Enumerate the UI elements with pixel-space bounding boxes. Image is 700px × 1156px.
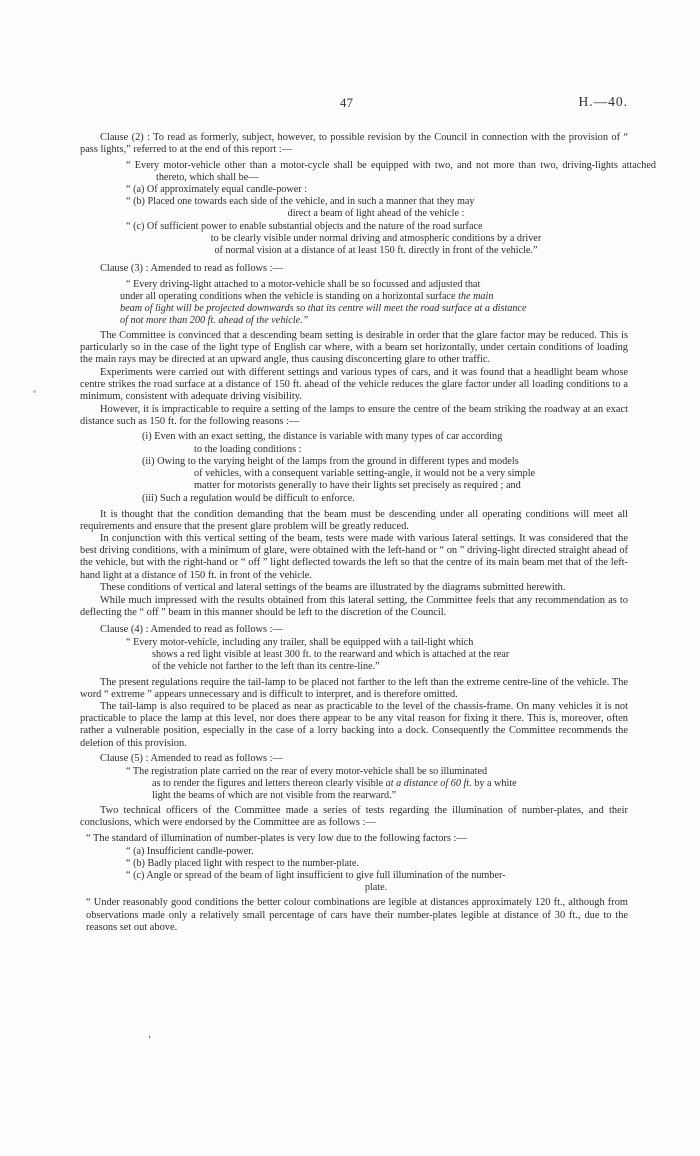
standard-item-c-cont: plate.: [364, 881, 388, 893]
clause-5-quote-line-2-tail: by a white: [471, 778, 517, 790]
paragraph-much-impressed: While much impressed with the results obtained from this lateral setting, the Committee feels that any recommendation as to deflecting the “ off ” beam in this manner should be left to the discretion of the Council.: [80, 594, 628, 618]
clause-2-item-c: “ (c) Of sufficient power to enable substantial objects and the nature of the road surface: [126, 220, 483, 232]
clause-5-quote-line-2-em: at a distance of 60 ft.: [385, 778, 472, 790]
reason-item-ii-cont-2: matter for motorists generally to have their lights set precisely as required ; and: [194, 480, 521, 492]
clause-5-quote-line-2-plain: as to render the figures and letters thereon clearly visible: [152, 778, 386, 790]
clause-5-quote-line-3: light the beams of which are not visible from the rearward.”: [152, 790, 397, 802]
clause-3-quote-line-2: [120, 291, 620, 303]
clause-5-intro: Clause (5) : Amended to read as follows :—: [100, 753, 283, 765]
page-number: 47: [340, 96, 354, 110]
clause-4-intro: Clause (4) : Amended to read as follows :—: [100, 624, 283, 636]
clause-4-quote-line-3: of the vehicle not farther to the left than its centre-line.”: [152, 661, 380, 673]
clause-2-item-b: “ (b) Placed one towards each side of the vehicle, and in such a manner that they may: [126, 195, 475, 207]
standard-item-b: “ (b) Badly placed light with respect to the number-plate.: [126, 857, 359, 869]
paragraph-under-reasonably: “ Under reasonably good conditions the better colour combinations are legible at distances approximately 120 ft., although from observations made only a relatively small percentage of cars have their number-plates legible at distance of 30 ft., due to the reasons set out above.: [86, 897, 628, 933]
page-content: [80, 94, 656, 934]
clause-2-item-a: “ (a) Of approximately equal candle-power :: [126, 183, 308, 195]
clause-5-quote-line-2: [152, 778, 652, 790]
margin-speck: [33, 390, 36, 393]
clause-2-quote-opening: “ Every motor-vehicle other than a motor-cycle shall be equipped with two, and not more than two, driving-lights attached thereto, which shall be—: [126, 159, 656, 183]
clause-3-intro: Clause (3) : Amended to read as follows :—: [100, 262, 283, 274]
paragraph-tail-lamp: The tail-lamp is also required to be placed as near as practicable to the level of the chassis-frame. On many vehicles it is not practicable to place the lamp at this level, nor does there appear to be any vital reason for fixing it there. This is, moreover, often rather a vulnerable position, especially in the case of a lorry backing into a dock. Consequently the Committee recommends the deletion of this provision.: [80, 701, 628, 749]
reason-item-i-cont: to the loading conditions :: [194, 443, 302, 455]
reason-item-iii: (iii) Such a regulation would be difficult to enforce.: [142, 492, 355, 504]
reason-item-ii-text: (ii) Owing to the varying height of the lamps from the ground in different types and models: [142, 456, 519, 468]
paragraph-two-officers: Two technical officers of the Committee made a series of tests regarding the illumination of number-plates, and their conclusions, which were endorsed by the Committee are as follows :—: [80, 805, 628, 829]
clause-3-quote-line-3-em: beam of light will be projected downwards so that its centre will meet the road surface at a distance: [120, 303, 527, 315]
clause-4-quote-line-2: shows a red light visible at least 300 ft. to the rearward and which is attached at the rear: [152, 649, 510, 661]
reason-item-ii: [142, 456, 644, 492]
page-header: [80, 96, 628, 118]
clause-2-intro: Clause (2) : To read as formerly, subject, however, to possible revision by the Council in connection with the provision of “ pass lights,” referred to at the end of this report :—: [80, 132, 628, 156]
reason-item-ii-cont-1: of vehicles, with a consequent variable setting-angle, it would not be a very simple: [194, 468, 536, 480]
paragraph-in-conjunction: In conjunction with this vertical setting of the beam, tests were made with various lateral settings. It was considered that the best driving conditions, with a minimum of glare, were obtained with the left-hand or “ on ” driving-light directed straight ahead of the vehicle, but with the right-hand or “ off ” light deflected towards the left so that the centre of its main beam met that of the left-hand light at a distance of 150 ft. in front of the vehicle.: [80, 533, 628, 581]
paragraph-committee-convinced: The Committee is convinced that a descending beam setting is desirable in order that the glare factor may be reduced. This is particularly so in the case of the light type of English car where, with a beam set horizontally, under certain conditions of loading the main rays may be directed at an upward angle, thus causing disconcerting glare to other traffic.: [80, 330, 628, 366]
clause-4-quote-line-1: “ Every motor-vehicle, including any trailer, shall be equipped with a tail-light which: [126, 637, 474, 649]
clause-3-quote-line-1: “ Every driving-light attached to a motor-vehicle shall be so focussed and adjusted that: [126, 278, 481, 290]
clause-2-item-c-cont-2: of normal vision at a distance of at least 150 ft. directly in front of the vehicle.”: [214, 245, 538, 257]
clause-3-quote-line-3: [120, 303, 620, 315]
clause-3-quote-line-2-em: the main: [458, 290, 494, 302]
paragraph-it-is-thought: It is thought that the condition demanding that the beam must be descending under all operating conditions will meet all requirements and ensure that the present glare problem will be greatly reduced.: [80, 508, 628, 532]
document-reference: H.—40.: [578, 94, 628, 109]
paragraph-however-impracticable: However, it is impracticable to require a setting of the lamps to ensure the centre of the beam striking the roadway at an exact distance such as 150 ft. for the following reasons :—: [80, 403, 628, 427]
paragraph-diagrams: These conditions of vertical and lateral settings of the beams are illustrated by the diagrams submitted herewith.: [100, 582, 566, 594]
clause-2-item-b-cont: direct a beam of light ahead of the vehicle :: [287, 208, 465, 220]
paragraph-present-regulations: The present regulations require the tail-lamp to be placed not farther to the left than the extreme centre-line of the vehicle. The word “ extreme ” appears unnecessary and is difficult to interpret, and is therefore omitted.: [80, 676, 628, 700]
reason-item-i: [142, 431, 644, 455]
clause-5-quote-line-1: “ The registration plate carried on the rear of every motor-vehicle shall be so illuminated: [126, 766, 488, 778]
clause-3-quote-line-4: [120, 315, 620, 327]
clause-3-quote-line-4-em: of not more than 200 ft. ahead of the vehicle.”: [120, 315, 309, 327]
clause-2-item-c-cont-1: to be clearly visible under normal driving and atmospheric conditions by a driver: [210, 232, 542, 244]
standard-item-c: “ (c) Angle or spread of the beam of light insufficient to give full illumination of the number-: [126, 869, 506, 881]
paragraph-experiments: Experiments were carried out with different settings and various types of cars, and it was found that a headlight beam whose centre strikes the road surface at a distance of 150 ft. ahead of the vehicle reduces the glare factor under all loading conditions to a minimum, consistent with adequate driving visibility.: [80, 367, 628, 403]
clause-3-quote-line-2-plain: under all operating conditions when the vehicle is standing on a horizontal surface: [120, 290, 459, 302]
page-footer-mark: ’: [148, 1035, 152, 1046]
standard-intro: “ The standard of illumination of number-plates is very low due to the following factors :—: [86, 833, 467, 844]
reason-item-i-text: (i) Even with an exact setting, the distance is variable with many types of car according: [142, 431, 503, 443]
standard-item-a: “ (a) Insufficient candle-power.: [126, 845, 254, 857]
